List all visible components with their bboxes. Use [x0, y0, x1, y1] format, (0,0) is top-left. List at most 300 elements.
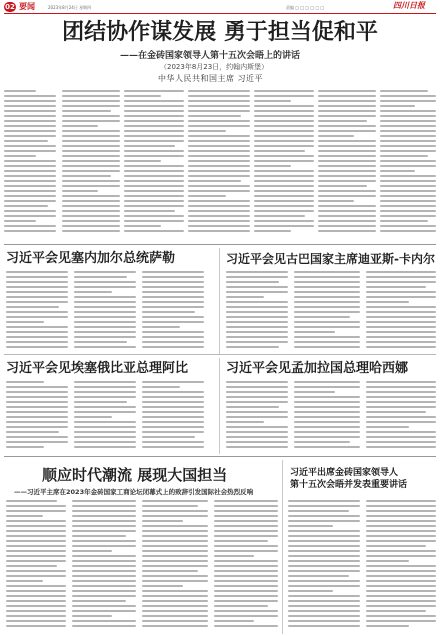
- text-line: [72, 585, 136, 587]
- text-line: [6, 570, 66, 572]
- text-line: [366, 446, 436, 448]
- text-line: [318, 225, 376, 227]
- text-line: [142, 346, 204, 348]
- article-bangladesh-headline: 习近平会见孟加拉国总理哈西娜: [226, 361, 409, 376]
- text-line: [188, 180, 241, 182]
- text-line: [288, 530, 360, 532]
- text-line: [6, 271, 68, 273]
- text-line: [6, 505, 66, 507]
- text-line: [4, 125, 56, 127]
- text-line: [254, 90, 314, 92]
- text-line: [366, 605, 436, 607]
- text-line: [366, 346, 436, 348]
- text-line: [188, 205, 250, 207]
- text-line: [142, 610, 208, 612]
- text-line: [254, 155, 314, 157]
- text-line: [188, 135, 250, 137]
- paper-name: 四川日报: [393, 1, 425, 10]
- text-line: [6, 580, 43, 582]
- article-senegal-col-3: [142, 271, 204, 351]
- text-line: [226, 436, 288, 438]
- article-cuba-col-3: [366, 271, 436, 351]
- text-line: [366, 296, 436, 298]
- text-line: [62, 120, 120, 122]
- article-reaction-col-1: [6, 500, 66, 632]
- text-line: [124, 210, 175, 212]
- article-ethiopia-col-3: [142, 381, 204, 451]
- text-line: [142, 341, 204, 343]
- text-line: [4, 145, 56, 147]
- lead-column-5: [254, 90, 314, 238]
- text-line: [124, 105, 184, 107]
- text-line: [380, 195, 436, 197]
- text-line: [366, 386, 436, 388]
- text-line: [380, 215, 436, 217]
- text-line: [124, 145, 175, 147]
- text-line: [318, 195, 376, 197]
- text-line: [288, 520, 360, 522]
- text-line: [254, 135, 314, 137]
- text-line: [226, 341, 288, 343]
- text-line: [188, 110, 250, 112]
- article-senegal-headline: 习近平会见塞内加尔总统萨勒: [6, 251, 176, 266]
- article-reaction-headline: 顺应时代潮流 展现大国担当: [42, 466, 228, 484]
- text-line: [380, 130, 436, 132]
- text-line: [6, 550, 66, 552]
- text-line: [72, 610, 136, 612]
- text-line: [72, 550, 112, 552]
- text-line: [124, 225, 161, 227]
- text-line: [142, 510, 208, 512]
- text-line: [294, 311, 360, 313]
- text-line: [366, 341, 436, 343]
- text-line: [62, 125, 98, 127]
- text-line: [254, 175, 314, 177]
- text-line: [74, 316, 136, 318]
- text-line: [142, 276, 204, 278]
- lead-headline: 团结协作谋发展 勇于担当促和平: [62, 20, 378, 45]
- text-line: [366, 510, 436, 512]
- text-line: [62, 140, 120, 142]
- text-line: [142, 426, 204, 428]
- text-line: [124, 170, 184, 172]
- text-line: [254, 115, 314, 117]
- text-line: [6, 341, 68, 343]
- text-line: [74, 346, 136, 348]
- text-line: [214, 600, 278, 602]
- text-line: [4, 200, 56, 202]
- text-line: [294, 346, 360, 348]
- text-line: [72, 515, 136, 517]
- text-line: [6, 530, 66, 532]
- text-line: [318, 180, 376, 182]
- text-line: [254, 190, 314, 192]
- text-line: [6, 590, 66, 592]
- text-line: [6, 276, 68, 278]
- text-line: [142, 436, 195, 438]
- text-line: [214, 595, 278, 597]
- text-line: [366, 555, 436, 557]
- text-line: [142, 525, 208, 527]
- text-line: [62, 230, 120, 232]
- text-line: [74, 336, 136, 338]
- text-line: [6, 306, 59, 308]
- text-line: [142, 535, 208, 537]
- text-line: [124, 155, 184, 157]
- text-line: [188, 185, 250, 187]
- text-line: [214, 555, 254, 557]
- text-line: [214, 530, 278, 532]
- text-line: [142, 550, 208, 552]
- text-line: [366, 426, 409, 428]
- text-line: [294, 441, 350, 443]
- text-line: [124, 115, 184, 117]
- text-line: [124, 130, 184, 132]
- text-line: [6, 381, 44, 383]
- text-line: [366, 336, 436, 338]
- text-line: [142, 595, 208, 597]
- page-number-badge: 02: [5, 3, 15, 11]
- editor-info: 责编 □ □ □ □ □ □: [286, 5, 325, 10]
- text-line: [62, 155, 120, 157]
- text-line: [6, 296, 68, 298]
- text-line: [380, 115, 436, 117]
- text-line: [74, 421, 136, 423]
- text-line: [214, 550, 278, 552]
- text-line: [366, 610, 426, 612]
- text-line: [74, 411, 136, 413]
- text-line: [188, 145, 250, 147]
- text-line: [142, 381, 204, 383]
- text-line: [188, 155, 250, 157]
- text-line: [74, 381, 136, 383]
- text-line: [62, 95, 120, 97]
- text-line: [6, 525, 66, 527]
- text-line: [72, 625, 136, 627]
- text-line: [142, 271, 204, 273]
- text-line: [124, 180, 184, 182]
- text-line: [72, 535, 126, 537]
- text-line: [74, 431, 136, 433]
- text-line: [62, 135, 120, 137]
- text-line: [74, 436, 136, 438]
- text-line: [380, 175, 436, 177]
- text-line: [74, 391, 136, 393]
- text-line: [6, 331, 68, 333]
- text-line: [188, 215, 250, 217]
- article-bangladesh-col-2: [294, 381, 360, 451]
- text-line: [142, 620, 208, 622]
- text-line: [62, 195, 120, 197]
- text-line: [4, 195, 56, 197]
- lead-column-3: [124, 90, 184, 238]
- lead-subtitle: ——在金砖国家领导人第十五次会晤上的讲话: [120, 51, 301, 61]
- text-line: [188, 95, 250, 97]
- text-line: [288, 560, 360, 562]
- text-line: [4, 215, 56, 217]
- text-line: [366, 625, 409, 627]
- text-line: [142, 386, 180, 388]
- text-line: [142, 570, 198, 572]
- text-line: [380, 125, 436, 127]
- text-line: [62, 185, 120, 187]
- text-line: [288, 505, 360, 507]
- text-line: [6, 615, 66, 617]
- text-line: [6, 510, 66, 512]
- text-line: [380, 145, 436, 147]
- text-line: [288, 600, 360, 602]
- text-line: [74, 446, 136, 448]
- text-line: [74, 276, 127, 278]
- text-line: [124, 205, 184, 207]
- text-line: [72, 615, 112, 617]
- text-line: [226, 326, 288, 328]
- text-line: [188, 225, 250, 227]
- article-cuba-col-1: [226, 271, 288, 351]
- text-line: [226, 396, 288, 398]
- article-reaction-col-4: [214, 500, 278, 632]
- text-line: [188, 130, 226, 132]
- text-line: [366, 560, 409, 562]
- article-summit-col-1: [288, 500, 360, 632]
- text-line: [288, 580, 360, 582]
- text-line: [214, 570, 278, 572]
- text-line: [214, 540, 268, 542]
- text-line: [214, 510, 278, 512]
- text-line: [4, 150, 56, 152]
- text-line: [142, 575, 208, 577]
- text-line: [62, 100, 120, 102]
- text-line: [254, 145, 314, 147]
- text-line: [288, 585, 360, 587]
- text-line: [318, 140, 376, 142]
- text-line: [188, 120, 250, 122]
- text-line: [366, 525, 436, 527]
- text-line: [288, 595, 360, 597]
- text-line: [6, 595, 66, 597]
- text-line: [6, 605, 66, 607]
- text-line: [318, 170, 376, 172]
- text-line: [254, 225, 314, 227]
- text-line: [214, 505, 278, 507]
- text-line: [366, 600, 436, 602]
- text-line: [294, 316, 350, 318]
- text-line: [142, 625, 208, 627]
- text-line: [380, 100, 436, 102]
- article-summit-headline-2: 第十五次会晤并发表重要讲话: [290, 480, 408, 490]
- text-line: [4, 220, 36, 222]
- text-line: [142, 396, 204, 398]
- text-line: [294, 326, 360, 328]
- text-line: [6, 286, 68, 288]
- text-line: [62, 175, 111, 177]
- text-line: [72, 540, 136, 542]
- text-line: [254, 130, 314, 132]
- text-line: [74, 326, 136, 328]
- text-line: [124, 215, 184, 217]
- text-line: [188, 200, 250, 202]
- text-line: [380, 90, 428, 92]
- text-line: [72, 590, 136, 592]
- text-line: [6, 421, 68, 423]
- text-line: [380, 95, 436, 97]
- text-line: [366, 401, 436, 403]
- text-line: [318, 200, 354, 202]
- text-line: [124, 220, 184, 222]
- text-line: [4, 210, 56, 212]
- text-line: [380, 105, 415, 107]
- text-line: [294, 276, 360, 278]
- text-line: [226, 411, 288, 413]
- text-line: [4, 115, 56, 117]
- text-line: [226, 296, 264, 298]
- text-line: [366, 381, 436, 383]
- text-line: [142, 411, 204, 413]
- text-line: [142, 565, 208, 567]
- text-line: [226, 281, 279, 283]
- text-line: [226, 391, 288, 393]
- text-line: [288, 550, 360, 552]
- text-line: [142, 590, 208, 592]
- text-line: [366, 580, 436, 582]
- text-line: [62, 205, 120, 207]
- text-line: [366, 421, 436, 423]
- text-line: [6, 301, 68, 303]
- vertical-divider-row2: [219, 358, 220, 454]
- text-line: [62, 220, 120, 222]
- text-line: [142, 406, 204, 408]
- text-line: [74, 271, 136, 273]
- text-line: [366, 620, 436, 622]
- text-line: [366, 301, 409, 303]
- text-line: [188, 90, 250, 92]
- text-line: [6, 565, 57, 567]
- text-line: [62, 165, 120, 167]
- text-line: [226, 381, 288, 383]
- text-line: [288, 590, 333, 592]
- text-line: [62, 210, 120, 212]
- text-line: [142, 291, 204, 293]
- text-line: [380, 135, 436, 137]
- text-line: [318, 165, 376, 167]
- text-line: [254, 160, 314, 162]
- lead-column-1: [4, 90, 56, 238]
- text-line: [214, 605, 268, 607]
- text-line: [366, 281, 436, 283]
- article-reaction-col-3: [142, 500, 208, 632]
- text-line: [288, 610, 360, 612]
- text-line: [142, 286, 204, 288]
- text-line: [62, 115, 120, 117]
- text-line: [380, 120, 436, 122]
- text-line: [142, 416, 204, 418]
- text-line: [142, 560, 208, 562]
- text-line: [74, 281, 136, 283]
- text-line: [366, 500, 436, 502]
- text-line: [380, 155, 428, 157]
- text-line: [74, 406, 136, 408]
- text-line: [62, 170, 120, 172]
- text-line: [226, 336, 288, 338]
- text-line: [366, 436, 436, 438]
- text-line: [294, 296, 360, 298]
- text-line: [318, 205, 376, 207]
- text-line: [6, 396, 68, 398]
- text-line: [288, 575, 349, 577]
- text-line: [6, 326, 68, 328]
- text-line: [380, 110, 436, 112]
- text-line: [254, 110, 314, 112]
- text-line: [294, 436, 360, 438]
- text-line: [254, 230, 291, 232]
- text-line: [214, 615, 278, 617]
- text-line: [74, 331, 136, 333]
- article-reaction-col-2: [72, 500, 136, 632]
- text-line: [142, 615, 208, 617]
- text-line: [74, 426, 136, 428]
- text-line: [288, 625, 360, 627]
- text-line: [188, 160, 250, 162]
- text-line: [366, 311, 436, 313]
- text-line: [6, 346, 68, 348]
- text-line: [142, 530, 208, 532]
- text-line: [62, 200, 120, 202]
- text-line: [142, 580, 208, 582]
- text-line: [124, 175, 184, 177]
- text-line: [254, 150, 305, 152]
- text-line: [142, 540, 208, 542]
- text-line: [226, 441, 288, 443]
- text-line: [294, 281, 360, 283]
- text-line: [366, 316, 436, 318]
- text-line: [366, 286, 426, 288]
- text-line: [62, 215, 120, 217]
- text-line: [288, 535, 360, 537]
- text-line: [226, 301, 288, 303]
- text-line: [380, 225, 436, 227]
- text-line: [142, 520, 183, 522]
- text-line: [74, 286, 136, 288]
- text-line: [366, 545, 426, 547]
- text-line: [142, 431, 204, 433]
- text-line: [142, 605, 208, 607]
- text-line: [294, 426, 360, 428]
- text-line: [366, 396, 436, 398]
- text-line: [6, 436, 68, 438]
- text-line: [318, 210, 376, 212]
- text-line: [124, 125, 184, 127]
- text-line: [6, 321, 44, 323]
- text-line: [6, 560, 66, 562]
- text-line: [366, 321, 436, 323]
- text-line: [226, 331, 288, 333]
- text-line: [6, 540, 66, 542]
- text-line: [142, 306, 204, 308]
- masthead-rule: [4, 13, 436, 14]
- text-line: [74, 306, 136, 308]
- text-line: [6, 535, 66, 537]
- text-line: [214, 585, 278, 587]
- text-line: [366, 431, 436, 433]
- text-line: [226, 431, 288, 433]
- text-line: [188, 170, 250, 172]
- text-line: [124, 200, 184, 202]
- text-line: [124, 110, 184, 112]
- text-line: [366, 276, 436, 278]
- text-line: [142, 515, 208, 517]
- text-line: [6, 291, 68, 293]
- article-cuba-col-2: [294, 271, 360, 351]
